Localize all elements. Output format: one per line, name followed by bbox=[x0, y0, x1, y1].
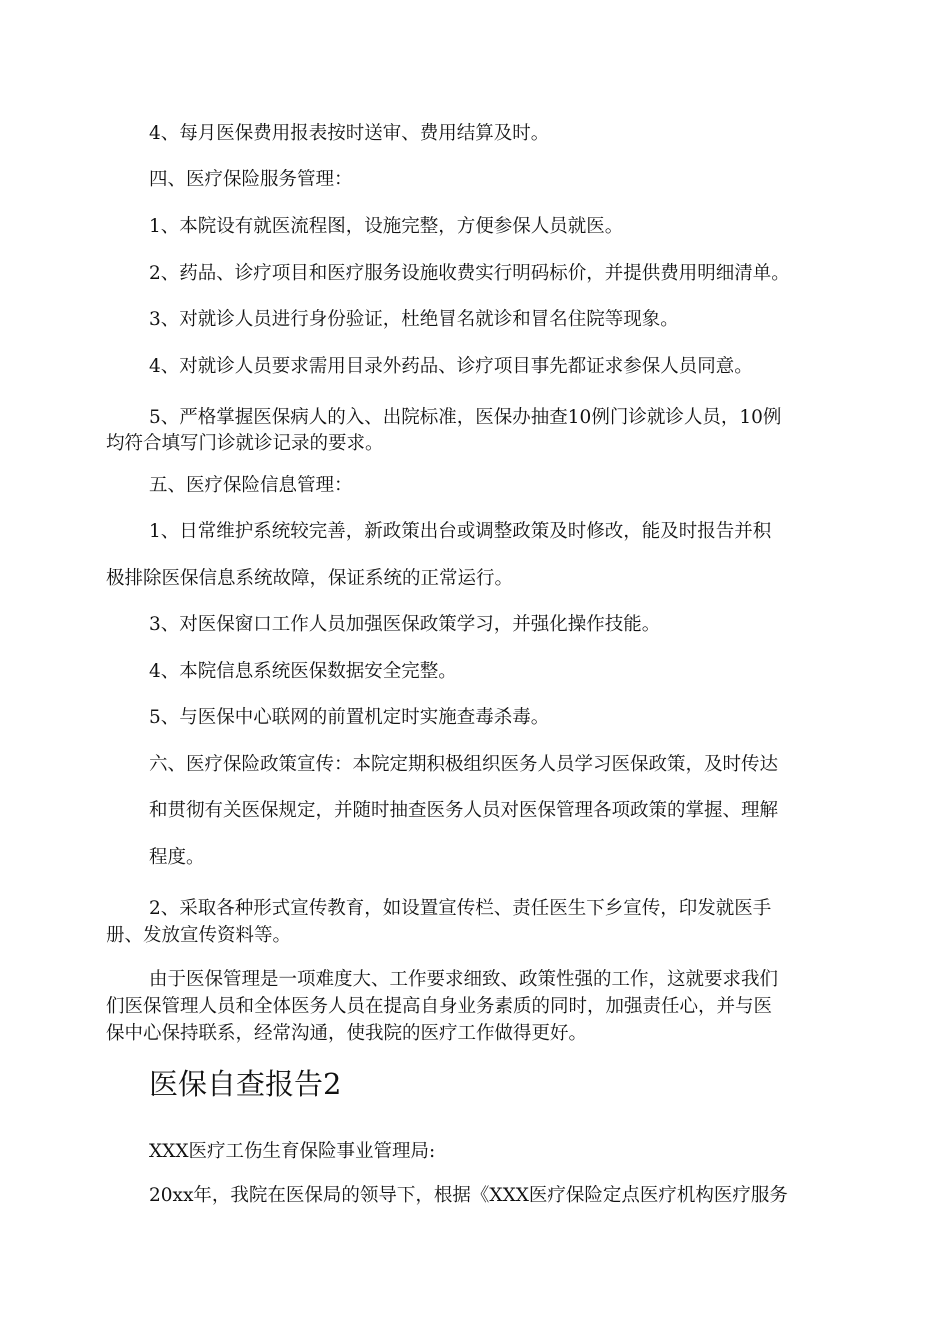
paragraph-line: 4、对就诊人员要求需用目录外药品、诊疗项目事先都证求参保人员同意。 bbox=[149, 356, 753, 377]
paragraph-line: 均符合填写门诊就诊记录的要求。 bbox=[106, 433, 384, 454]
paragraph-line: 4、本院信息系统医保数据安全完整。 bbox=[149, 661, 457, 682]
paragraph-line: 1、日常维护系统较完善，新政策出台或调整政策及时修改，能及时报告并积 bbox=[149, 521, 772, 542]
paragraph-line: 由于医保管理是一项难度大、工作要求细致、政策性强的工作，这就要求我们 bbox=[149, 969, 779, 990]
paragraph-line: 4、每月医保费用报表按时送审、费用结算及时。 bbox=[149, 123, 550, 144]
paragraph-line: 5、与医保中心联网的前置机定时实施查毒杀毒。 bbox=[149, 707, 550, 728]
addressee-line: XXX医疗工伤生育保险事业管理局: bbox=[149, 1141, 436, 1162]
paragraph-line: 3、对医保窗口工作人员加强医保政策学习，并强化操作技能。 bbox=[149, 614, 661, 635]
paragraph-line: 们医保管理人员和全体医务人员在提高自身业务素质的同时，加强责任心，并与医 bbox=[106, 996, 773, 1017]
paragraph-line: 5、严格掌握医保病人的入、出院标准，医保办抽查10例门诊就诊人员，10例 bbox=[149, 407, 782, 428]
paragraph-line: 保中心保持联系，经常沟通，使我院的医疗工作做得更好。 bbox=[106, 1023, 588, 1044]
paragraph-line: 和贯彻有关医保规定，并随时抽查医务人员对医保管理各项政策的掌握、理解 bbox=[149, 800, 779, 821]
paragraph-line: 程度。 bbox=[149, 847, 205, 868]
paragraph-line: 2、采取各种形式宣传教育，如设置宣传栏、责任医生下乡宣传，印发就医手 bbox=[149, 898, 772, 919]
report-title: 医保自查报告2 bbox=[149, 1067, 342, 1101]
paragraph-line: 极排除医保信息系统故障，保证系统的正常运行。 bbox=[106, 568, 514, 589]
paragraph-line: 20xx年，我院在医保局的领导下，根据《XXX医疗保险定点医疗机构医疗服务 bbox=[149, 1185, 788, 1206]
section-heading: 五、医疗保险信息管理： bbox=[149, 475, 353, 496]
section-heading: 六、医疗保险政策宣传：本院定期积极组织医务人员学习医保政策，及时传达 bbox=[149, 754, 779, 775]
paragraph-line: 3、对就诊人员进行身份验证，杜绝冒名就诊和冒名住院等现象。 bbox=[149, 309, 679, 330]
paragraph-line: 2、药品、诊疗项目和医疗服务设施收费实行明码标价，并提供费用明细清单。 bbox=[149, 263, 790, 284]
paragraph-line: 1、本院设有就医流程图，设施完整，方便参保人员就医。 bbox=[149, 216, 624, 237]
paragraph-line: 册、发放宣传资料等。 bbox=[106, 925, 292, 946]
section-heading: 四、医疗保险服务管理： bbox=[149, 169, 353, 190]
